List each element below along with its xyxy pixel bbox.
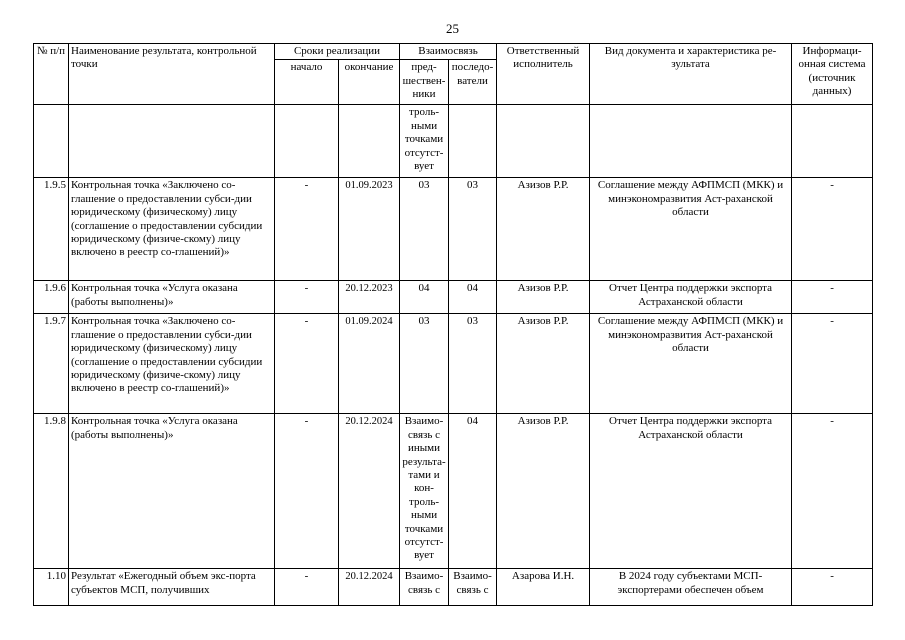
row-start: [275, 569, 339, 606]
row-name: [69, 569, 275, 606]
row-succ: 03: [449, 314, 497, 414]
row-pred: 04: [400, 281, 449, 314]
row-responsible: Азизов Р.Р.: [497, 314, 590, 414]
row-start-text: -: [304, 570, 309, 583]
row-succ: 04: [449, 281, 497, 314]
row-responsible-text: Азарова И.Н.: [511, 570, 575, 583]
row-pred: [400, 569, 449, 606]
header-relation: Взаимосвязь: [400, 44, 497, 60]
row-pred: Взаимо-связь с иными результа-тами и кон-троль-ными точками отсутст-вует: [400, 414, 449, 569]
row-num: 1.9.6: [34, 281, 69, 314]
row-start: -: [275, 281, 339, 314]
row-info: -: [792, 414, 873, 569]
row-succ: [449, 569, 497, 606]
row-succ: 04: [449, 414, 497, 569]
header-end: окончание: [339, 60, 400, 105]
row-end-text: 20.12.2024: [345, 571, 393, 583]
row-info: [792, 569, 873, 606]
table-row: [34, 178, 873, 281]
header-terms: Сроки реализации: [275, 44, 400, 60]
row-end: 20.12.2024: [339, 414, 400, 569]
row-responsible: Азизов Р.Р.: [497, 414, 590, 569]
row-num: 1.9.7: [34, 314, 69, 414]
row-pred: 03: [400, 314, 449, 414]
table-row: [34, 414, 873, 569]
header-responsible: Ответственный исполнитель: [497, 44, 590, 105]
plan-table: [33, 43, 873, 606]
table-row: [34, 314, 873, 414]
row-start: -: [275, 414, 339, 569]
page-number: 25: [446, 21, 459, 36]
row-start: -: [275, 314, 339, 414]
header-info: Информаци-онная система (источник данных): [792, 44, 873, 105]
header-pred: пред-шествен-ники: [400, 60, 449, 105]
row-num: 1.9.8: [34, 414, 69, 569]
header-start: начало: [275, 60, 339, 105]
row-name: Контрольная точка «Заключено со-глашение о предоставлении субси-дии юридическому (физическому) лицу (соглашение о предоставлении субсидии юридическому (физиче-скому) лицу включено в реестр со-глашений)»: [69, 314, 275, 414]
row-responsible: Азизов Р.Р.: [497, 281, 590, 314]
row-name: Контрольная точка «Заключено со-глашение о предоставлении субси-дии юридическому (физическому) лицу (соглашение о предоставлении субсидии юридическому (физиче-скому) лицу включено в реестр со-глашений)»: [69, 178, 275, 281]
row-succ-text: Взаимо-связь с: [453, 570, 492, 596]
continuation-row: [34, 105, 873, 178]
table-row: [34, 281, 873, 314]
row-info-text: -: [830, 570, 834, 583]
row-name: Контрольная точка «Услуга оказана (работы выполнены)»: [69, 281, 275, 314]
row-doc: Отчет Центра поддержки экспорта Астраханской области: [590, 414, 792, 569]
row-doc: Соглашение между АФПМСП (МКК) и минэкономразвития Аст-раханской области: [590, 178, 792, 281]
row-name-text: Результат «Ежегодный объем экс-порта субъектов МСП, получивших: [71, 570, 256, 596]
row-info: -: [792, 314, 873, 414]
header-num: № п/п: [34, 44, 69, 105]
row-succ: 03: [449, 178, 497, 281]
row-doc: [590, 569, 792, 606]
row-name: Контрольная точка «Услуга оказана (работы выполнены)»: [69, 414, 275, 569]
row-doc-text: В 2024 году субъектами МСП-экспортерами обеспечен объем: [617, 570, 764, 596]
table-header: [34, 44, 873, 105]
row-num: 1.9.5: [34, 178, 69, 281]
row-doc: Отчет Центра поддержки экспорта Астраханской области: [590, 281, 792, 314]
row-info: -: [792, 281, 873, 314]
row-end: 01.09.2023: [339, 178, 400, 281]
header-succ: последо-ватели: [449, 60, 497, 105]
header-name: Наименование результата, контрольной точки: [69, 44, 275, 105]
table-row: [34, 569, 873, 606]
row-end: 20.12.2023: [339, 281, 400, 314]
row-info: -: [792, 178, 873, 281]
row-pred: 03: [400, 178, 449, 281]
header-doc: Вид документа и характеристика ре-зультата: [590, 44, 792, 105]
row-end: [339, 569, 400, 606]
row-responsible: [497, 569, 590, 606]
continuation-pred: троль-ными точками отсутст-вует: [400, 105, 449, 178]
row-num-text: 1.10: [46, 570, 66, 583]
row-doc: Соглашение между АФПМСП (МКК) и минэкономразвития Аст-раханской области: [590, 314, 792, 414]
row-responsible: Азизов Р.Р.: [497, 178, 590, 281]
row-end: 01.09.2024: [339, 314, 400, 414]
row-pred-text: Взаимо-связь с: [404, 570, 444, 596]
row-num: [34, 569, 69, 606]
row-start: -: [275, 178, 339, 281]
